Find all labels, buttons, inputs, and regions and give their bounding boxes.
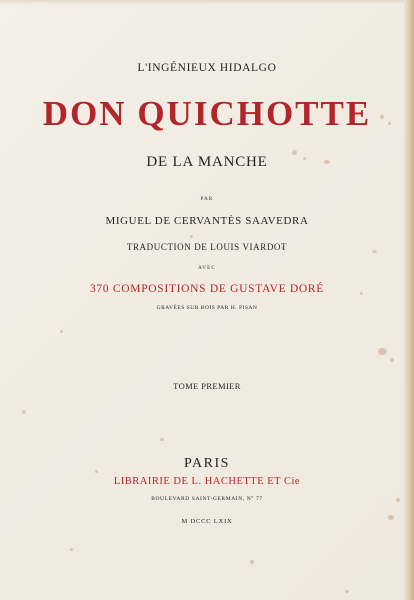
with-label: AVEC bbox=[198, 266, 216, 271]
foxing-spot bbox=[22, 410, 26, 414]
foxing-spot bbox=[190, 235, 193, 238]
foxing-spot bbox=[390, 358, 394, 362]
foxing-spot bbox=[70, 548, 73, 551]
illustrations-credit: 370 COMPOSITIONS DE GUSTAVE DORÉ bbox=[89, 283, 325, 295]
page-top-edge bbox=[0, 0, 414, 4]
page-right-edge bbox=[404, 0, 414, 600]
engraving-credit: GRAVÉES SUR BOIS PAR H. PISAN bbox=[156, 305, 258, 311]
publication-city: PARIS bbox=[184, 456, 230, 471]
by-label: PAR bbox=[200, 197, 214, 202]
publication-year: M DCCC LXIX bbox=[181, 518, 233, 525]
pre-title: L'INGÉNIEUX HIDALGO bbox=[137, 62, 277, 74]
foxing-spot bbox=[250, 560, 254, 564]
volume-label: TOME PREMIER bbox=[173, 381, 241, 391]
sub-title: DE LA MANCHE bbox=[146, 154, 268, 170]
publisher-name: LIBRAIRIE DE L. HACHETTE ET Cie bbox=[113, 476, 301, 487]
publisher-address: BOULEVARD SAINT-GERMAIN, N° 77 bbox=[151, 496, 263, 502]
foxing-spot bbox=[345, 590, 349, 593]
author-name: MIGUEL DE CERVANTÈS SAAVEDRA bbox=[105, 215, 309, 227]
foxing-spot bbox=[60, 330, 63, 333]
translation-credit: TRADUCTION DE LOUIS VIARDOT bbox=[126, 242, 288, 252]
foxing-spot bbox=[378, 348, 387, 355]
foxing-spot bbox=[160, 438, 164, 441]
main-title: DON QUICHOTTE bbox=[42, 94, 372, 133]
